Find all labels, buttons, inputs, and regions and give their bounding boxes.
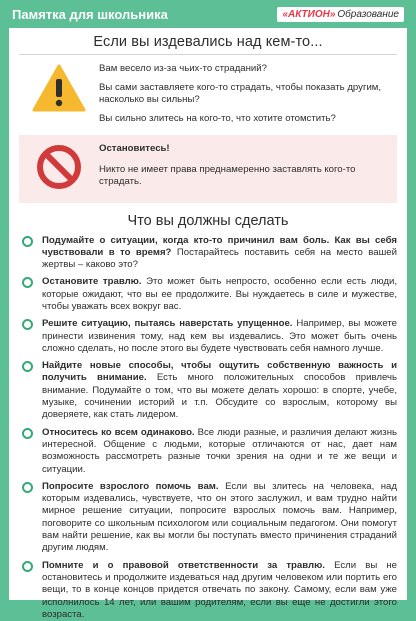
brand-sub: Образование (337, 9, 399, 20)
bullet-circle-icon (22, 277, 33, 288)
bullet-circle-icon (22, 428, 33, 439)
item-text: Например, вы можете принести извинения тому, над кем вы издевались. Это может быть очень сложно сделать, но после этого вы будете чувствовать себя намного лучше. (42, 318, 397, 354)
question-3: Вы сильно злитесь на кого-то, что хотите отомстить? (99, 113, 395, 126)
item-text: Если вы злитесь на человека, над которым издевались, чувствуете, что он этого заслужил, и вам трудно найти мирное решение ситуации, попросите взрослых помочь вам. Например, поговорите со школьным психологом или социальным педагогом. Они помогут вам найти решение, как вы могли бы поступать вместо причинения страданий другим людям. (42, 481, 397, 553)
top-bar (9, 0, 407, 28)
list-item (19, 318, 397, 355)
questions-box (19, 61, 397, 135)
list-item (19, 276, 397, 313)
bullet-circle-icon (22, 482, 33, 493)
section-heading: Что вы должны сделать (19, 213, 397, 229)
list-item (19, 360, 397, 421)
item-text: Есть много положительных способов привлечь внимание. Подумайте о том, что вы можете делать хорошо: в спорте, учебе, музыке, сочинении историй и т.п. Обсудите со взрослым, которому вы доверяете, как стать лидером. (42, 372, 397, 420)
bullet-circle-icon (22, 361, 33, 372)
item-bold: Решите ситуацию, пытаясь наверстать упущенное. (42, 318, 292, 329)
bullet-circle-icon (22, 236, 33, 247)
item-bold: Найдите новые способы, чтобы ощутить собственную важность и получить внимание. (42, 360, 397, 383)
item-text: Все люди разные, и различия делают жизнь интересной. Общение с людьми, которые отличаются от нас, дает нам возможность рассмотреть разные точки зрения на одни и те же вещи и ситуации. (42, 427, 397, 475)
item-text: Постарайтесь поставить себя на место вашей жертвы – каково это? (42, 247, 397, 270)
item-bold: Помните и о правовой ответственности за травлю. (42, 560, 325, 571)
advice-list (19, 235, 397, 621)
warning-triangle-icon (19, 63, 99, 113)
brand-logo (277, 7, 404, 22)
item-bold: Подумайте о ситуации, когда кто-то причинил вам боль. Как вы себя чувствовали в то время? (42, 235, 397, 258)
warning-text-block (99, 143, 391, 195)
bullet-circle-icon (22, 561, 33, 572)
prohibition-icon (19, 143, 99, 191)
warning-text: Никто не имеет права преднамеренно заставлять кого-то страдать. (99, 164, 391, 189)
main-heading: Если вы издевались над кем-то... (19, 34, 397, 50)
questions-text (99, 63, 395, 131)
warning-title: Остановитесь! (99, 143, 391, 156)
warning-box (19, 135, 397, 203)
content-sheet (9, 28, 407, 600)
bullet-circle-icon (22, 319, 33, 330)
list-item (19, 560, 397, 621)
heading-divider (19, 54, 397, 55)
item-bold: Относитесь ко всем одинаково. (42, 427, 195, 438)
memo-title: Памятка для школьника (12, 7, 168, 22)
item-text: Это может быть непросто, особенно если есть люди, которые ожидают, что вы ее продолжите. Вы нуждаетесь в силе и мужестве, чтобы уважать всех вокруг вас. (42, 276, 397, 312)
list-item (19, 235, 397, 272)
list-item (19, 481, 397, 555)
question-2: Вы сами заставляете кого-то страдать, чтобы показать другим, насколько вы сильны? (99, 82, 395, 107)
brand-main: «АКТИОН» (282, 9, 335, 20)
item-bold: Остановите травлю. (42, 276, 142, 287)
item-text: Если вы не остановитесь и продолжите издеваться над другим человеком или портить его вещи, то в конце концов придется отвечать по закону. Самому, если вам уже исполнилось 14 лет, или вашим родителям, если вы еще не достигли этого возраста. (42, 560, 397, 620)
question-1: Вам весело из-за чьих-то страданий? (99, 63, 395, 76)
item-bold: Попросите взрослого помочь вам. (42, 481, 219, 492)
list-item (19, 427, 397, 476)
